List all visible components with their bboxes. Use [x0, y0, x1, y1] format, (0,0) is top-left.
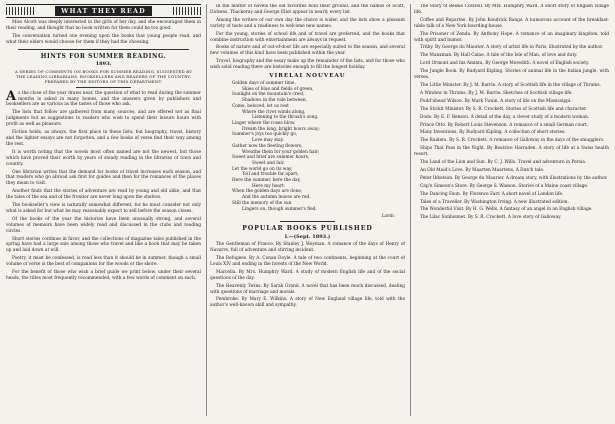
poem-line: Listening to the thrush's song. — [252, 115, 319, 121]
hints-paragraph: One librarian writes that the demand for books of travel increases each season, and that readers who go abroad ask first for guides and then for the romances of the places they mean to visit. — [6, 169, 201, 187]
book-entry: The Dancing Faun. By Florence Farr. A short novel of London life. — [420, 191, 564, 197]
hints-year: 1893. — [95, 60, 112, 67]
book-entry: The Manxman. By Hall Caine. A tale of the Isle of Man, of love and duty. — [420, 53, 578, 59]
hints-paragraph: The lists that follow are gathered from many sources, and are offered not as final judgments but as suggestions to readers who wish to spend their leisure hours with profit as well as pleasure. — [6, 110, 201, 128]
poem-line: Here my heart. — [252, 183, 286, 189]
column-rule — [410, 4, 411, 416]
book-entry: Marcella. By Mrs. Humphry Ward. A study of modern English life and of the social questions of the day. — [210, 269, 405, 281]
poem-line: Here the summer, here the day, — [232, 178, 301, 184]
poem-line: Love may stay. — [252, 138, 284, 144]
section-divider — [18, 49, 189, 50]
columns — [6, 4, 609, 416]
hints-paragraph: Poetry, it must be confessed, is read less than it should be in summer, though a small volume of verse is the best of companions for the woods or the shore. — [6, 256, 201, 268]
book-entry: A Window in Thrums. By J. M. Barrie. Sketches of Scottish village life. — [420, 90, 573, 96]
book-entry: Coffee and Repartee. By John Kendrick Bangs. A humorous account of the breakfast-table talk of a New York boarding-house. — [414, 17, 609, 29]
book-entry: Prince Otto. By Robert Louis Stevenson. A romance of a small German court. — [420, 122, 589, 128]
poem-line: Sweet and brief are summer hours, — [232, 155, 310, 161]
book-entry: An Old Maid's Love. By Maarten Maartens. A Dutch tale. — [420, 167, 545, 173]
book-entry: The Jungle Book. By Rudyard Kipling. Stories of animal life in the Indian jungle, with verses. — [414, 69, 609, 81]
book-entry: Pudd'nhead Wilson. By Mark Twain. A story of life on the Mississippi. — [420, 98, 572, 104]
poem-attribution: Lamb. — [381, 213, 395, 219]
poem — [210, 81, 405, 212]
poem-line: Toil and trouble far apart; — [242, 172, 299, 178]
poem-line: Sweet and fair. — [252, 160, 285, 166]
book-entry: Ships That Pass in the Night. By Beatrice Harraden. A story of life at a Swiss health resort. — [414, 146, 609, 158]
poem-line: Gather now the fleeting flowers, — [232, 143, 303, 149]
col2-paragraph: In the matter of novels the old favorites hold their ground, and the names of Scott, Dickens, Thackeray and George Eliot appear in nearly every list. — [210, 4, 405, 15]
book-entry: The Wonderful Visit. By H. G. Wells. A fantasy of an angel in an English village. — [420, 207, 593, 213]
hints-paragraph: Of the books of the year the histories have been unusually strong, and several volumes of memoirs have been widely read and discussed in the clubs and reading circles. — [6, 216, 201, 234]
poem-line: Dream the long, bright hours away; — [242, 126, 320, 132]
book-entry: The Raiders. By S. R. Crockett. A romance of Galloway in the days of the smugglers. — [420, 138, 605, 144]
book-entry: The Refugees. By A. Conan Doyle. A tale of two continents, beginning at the court of Louis XIV and ending in the forests of the New World. — [210, 256, 405, 267]
hints-paragraph: Short stories continue in favor, and the collections of magazine tales published in the spring have had a large sale among those who travel and like a book that may be taken up and laid down at will. — [6, 236, 201, 254]
book-entry: Cap'n Simeon's Store. By George S. Wasson. Stories of a Maine coast village. — [420, 183, 589, 189]
poem-line: Sunlight on the mountain's crest, — [232, 92, 305, 98]
poem-line: Skies of blue and fields of green, — [242, 86, 314, 92]
hints-deck: A SERIES OF COMMENTS ON BOOKS FOR SUMMER READING, SUGGESTED BY THE LEADING LIBRARIANS, BOOKSELLERS AND READERS OF THE COUNTRY, PREPARED BY THE EDITORS OF THIS DEPARTMENT. — [15, 68, 192, 84]
masthead-ornament-left-icon — [6, 7, 34, 15]
book-entry: The Lilac Sunbonnet. By S. R. Crockett. A love story of Galloway. — [420, 215, 562, 221]
hints-paragraph-1-text: s the close of the year draws near, the question of what to read during the summer months is asked in many homes, and the answers given by publishers and booksellers are as various as the tastes of those who ask. — [6, 90, 201, 108]
poem-line: And the autumn leaves are red, — [242, 195, 311, 201]
hints-paragraph: Fiction holds, as always, the first place in these lists; but biography, travel, history and the lighter essays are not forgotten, and a few books of verse find their way among the rest. — [6, 130, 201, 147]
book-entry: Tales of a Traveller. By Washington Irving. A new illustrated edition. — [420, 199, 569, 205]
masthead — [6, 4, 201, 18]
deck-divider — [76, 87, 131, 88]
book-entry: Many Inventions. By Rudyard Kipling. A collection of short stories. — [420, 130, 566, 136]
book-entry: The Land of the Lion and Sun. By C. J. Wills. Travel and adventure in Persia. — [420, 160, 587, 166]
column-2 — [210, 4, 405, 416]
poem-line: Wreathe them for your golden hair; — [242, 149, 320, 155]
popular-books-subtitle: I.—(Sept. 1893.) — [284, 234, 331, 241]
book-entry: The Story of Bessie Costrell. By Mrs. Humphry Ward. A short story of English village life. — [414, 4, 609, 15]
poem-line: When the golden days are done, — [232, 189, 303, 195]
column-3 — [414, 4, 609, 416]
book-entry: The Prisoner of Zenda. By Anthony Hope. A romance of an imaginary kingdom, told with spirit and humor. — [414, 31, 609, 43]
poem-line: Linger where the roses blow, — [232, 120, 296, 126]
masthead-title: WHAT THEY READ — [55, 6, 152, 16]
col2-paragraph: Among the writers of our own day the choice is wider, and the lists show a pleasant variety of taste and a readiness to welcome new names. — [210, 17, 405, 29]
poem-line: Summer's joys too quickly go, — [232, 132, 298, 138]
magazine-page — [6, 4, 609, 416]
book-list-continued — [414, 4, 609, 221]
book-entry: The Heavenly Twins. By Sarah Grand. A novel that has been much discussed, dealing with questions of marriage and morals. — [210, 283, 405, 295]
poem-line: Still the memory of the sun — [232, 200, 292, 206]
col2-paragraph: Books of nature and of out-of-door life are especially suited to the season, and several new volumes of this kind have been published within the year. — [210, 45, 405, 57]
column-1 — [6, 4, 201, 416]
col2-paragraph: Travel, biography and the essay make up the remainder of the lists, and for those who wish solid reading there are histories enough to fill the longest holiday. — [210, 59, 405, 71]
hints-title: HINTS FOR SUMMER READING. — [40, 52, 167, 60]
book-entry: The Stickit Minister. By S. R. Crockett. Stories of Scottish life and character. — [420, 106, 587, 112]
hints-paragraph: Another finds that the stories of adventure are read by young and old alike, and that the tales of the sea and of the frontier are never long upon the shelves. — [6, 189, 201, 201]
book-entry: Peter Ibbetson. By George du Maurier. A dream story, with illustrations by the author. — [420, 175, 608, 181]
popular-books-title: POPULAR BOOKS PUBLISHED — [242, 225, 373, 233]
poem-divider — [280, 221, 335, 222]
hints-paragraph: For the benefit of those who wish a brief guide we print below, under their several heads, the titles most frequently recommended, with a few words of comment on each. — [6, 270, 201, 281]
poem-line: Let the world go on its way, — [232, 166, 293, 172]
book-entry: The Gentleman of France. By Stanley J. Weyman. A romance of the days of Henry of Navarre, full of adventure and stirring incident. — [210, 242, 405, 254]
drop-cap: A — [6, 88, 17, 104]
poem-line: Where the river winds along, — [242, 109, 306, 115]
book-entry: Dodo. By E. F. Benson. A detail of the day, a clever study of a modern woman. — [420, 114, 590, 120]
hints-paragraph: The bookseller's view is naturally somewhat different, for he must consider not only what is asked for but what he may reasonably expect to sell before the season closes. — [6, 203, 201, 214]
book-entry: Lord Ormont and his Aminta. By George Meredith. A novel of English society. — [420, 61, 590, 67]
poem-line: Shadows in the vale between. — [242, 98, 307, 104]
book-entry: Trilby. By George du Maurier. A story of artist life in Paris, illustrated by the author. — [420, 45, 604, 51]
hints-paragraph-1 — [6, 88, 201, 109]
hints-paragraph: It is worth noting that the novels most often named are not the newest, but those which have proved their worth by years of steady reading in the libraries of town and country. — [6, 149, 201, 167]
column-rule — [206, 4, 207, 416]
popular-books-list — [210, 242, 405, 309]
intro-paragraph-2: The conversation turned one evening upon the books that young people read, and what their elders would choose for them if they had the choosing. — [6, 33, 201, 45]
col2-paragraph: For the young, stories of school life and of travel are preferred, and the books that combine instruction with entertainment are always in request. — [210, 31, 405, 43]
intro-paragraph-1: Miss Alcott was deeply interested in the girls of her day, and she encouraged them in their reading, and thought that no book written for them could be too good. — [6, 20, 201, 31]
masthead-ornament-right-icon — [173, 7, 201, 15]
poem-line: Come, beloved, let us rest — [232, 103, 289, 109]
poem-line: Lingers on, though summer's fled. — [242, 206, 317, 212]
book-entry: Pembroke. By Mary E. Wilkins. A story of New England village life, told with the author's well-known skill and sympathy. — [210, 297, 405, 309]
poem-title: VIRELAI NOUVEAU — [269, 73, 346, 80]
poem-line: Golden days of summer time, — [232, 81, 296, 87]
book-entry: The Little Minister. By J. M. Barrie. A story of Scottish life in the village of Thrums. — [420, 82, 601, 88]
